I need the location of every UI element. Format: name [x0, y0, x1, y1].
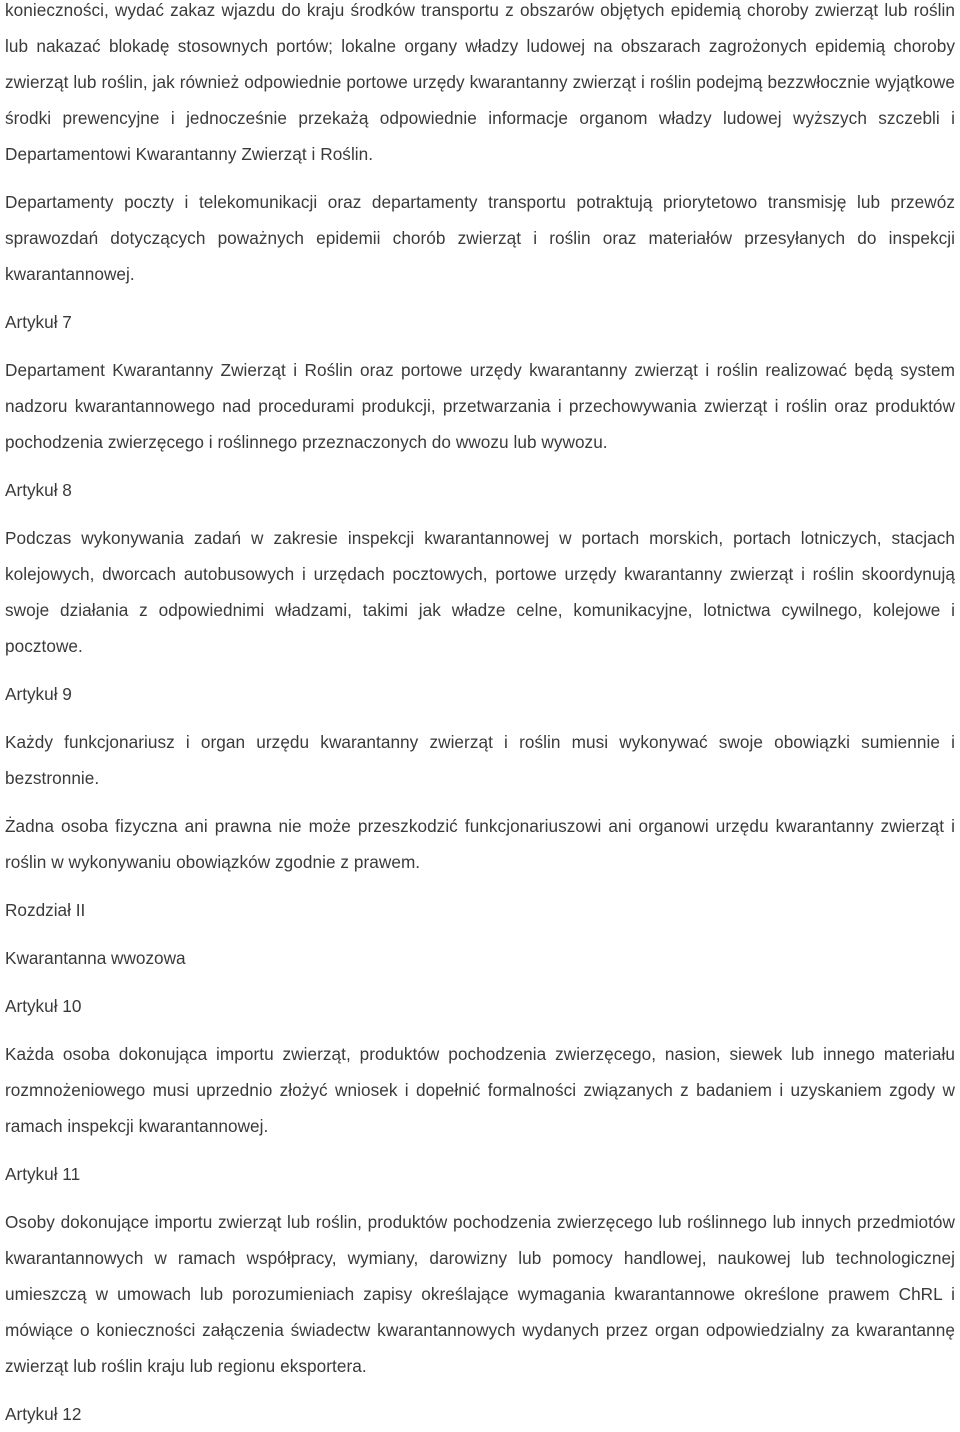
heading-article-12: Artykuł 12 [5, 1404, 82, 1424]
heading-article-9: Artykuł 9 [5, 684, 72, 704]
paragraph-art6-telecom: Departamenty poczty i telekomunikacji oraz departamenty transportu potraktują priorytetowo transmisję lub przewóz sprawozdań dotyczących poważnych epidemii chorób zwierząt i roślin oraz materiałów przesyłanych do inspekcji kwarantannowej. [5, 192, 955, 284]
heading-article-11: Artykuł 11 [5, 1164, 81, 1184]
heading-chapter-2-title: Kwarantanna wwozowa [5, 948, 186, 968]
heading-article-8: Artykuł 8 [5, 480, 72, 500]
heading-article-10: Artykuł 10 [5, 996, 82, 1016]
heading-chapter-2: Rozdział II [5, 900, 86, 920]
paragraph-art6-continuation: konieczności, wydać zakaz wjazdu do kraju środków transportu z obszarów objętych epidemią choroby zwierząt lub roślin lub nakazać blokadę stosownych portów; lokalne organy władzy ludowej na obszarach zagrożonych epidemią choroby zwierząt lub roślin, jak również odpowiednie portowe urzędy kwarantanny zwierząt i roślin podejmą bezzwłocznie wyjątkowe środki prewencyjne i jednocześnie przekażą odpowiednie informacje organom władzy ludowej wyższych szczebli i Departamentowi Kwarantanny Zwierząt i Roślin. [5, 0, 955, 164]
paragraph-art8: Podczas wykonywania zadań w zakresie inspekcji kwarantannowej w portach morskich, portach lotniczych, stacjach kolejowych, dworcach autobusowych i urzędach pocztowych, portowe urzędy kwarantanny zwierząt i roślin skoordynują swoje działania z odpowiednimi władzami, takimi jak władze celne, komunikacyjne, lotnictwa cywilnego, kolejowe i pocztowe. [5, 528, 955, 656]
paragraph-art9-obstruction: Żadna osoba fizyczna ani prawna nie może przeszkodzić funkcjonariuszowi ani organowi urzędu kwarantanny zwierząt i roślin w wykonywaniu obowiązków zgodnie z prawem. [5, 816, 955, 872]
heading-article-7: Artykuł 7 [5, 312, 72, 332]
paragraph-art11: Osoby dokonujące importu zwierząt lub roślin, produktów pochodzenia zwierzęcego lub roślinnego lub innych przedmiotów kwarantannowych w ramach współpracy, wymiany, darowizny lub pomocy handlowej, naukowej lub technologicznej umieszczą w umowach lub porozumieniach zapisy określające wymagania kwarantannowe określone prawem ChRL i mówiące o konieczności załączenia świadectw kwarantannowych wydanych przez organ odpowiedzialny za kwarantannę zwierząt lub roślin kraju lub regionu eksportera. [5, 1212, 955, 1376]
document-body [5, 0, 955, 1432]
paragraph-art10: Każda osoba dokonująca importu zwierząt, produktów pochodzenia zwierzęcego, nasion, siewek lub innego materiału rozmnożeniowego musi uprzednio złożyć wniosek i dopełnić formalności związanych z badaniem i uzyskaniem zgody w ramach inspekcji kwarantannowej. [5, 1044, 955, 1136]
paragraph-art9-duty: Każdy funkcjonariusz i organ urzędu kwarantanny zwierząt i roślin musi wykonywać swoje obowiązki sumiennie i bezstronnie. [5, 732, 955, 788]
paragraph-art7: Departament Kwarantanny Zwierząt i Roślin oraz portowe urzędy kwarantanny zwierząt i roślin realizować będą system nadzoru kwarantannowego nad procedurami produkcji, przetwarzania i przechowywania zwierząt i roślin oraz produktów pochodzenia zwierzęcego i roślinnego przeznaczonych do wwozu lub wywozu. [5, 360, 955, 452]
